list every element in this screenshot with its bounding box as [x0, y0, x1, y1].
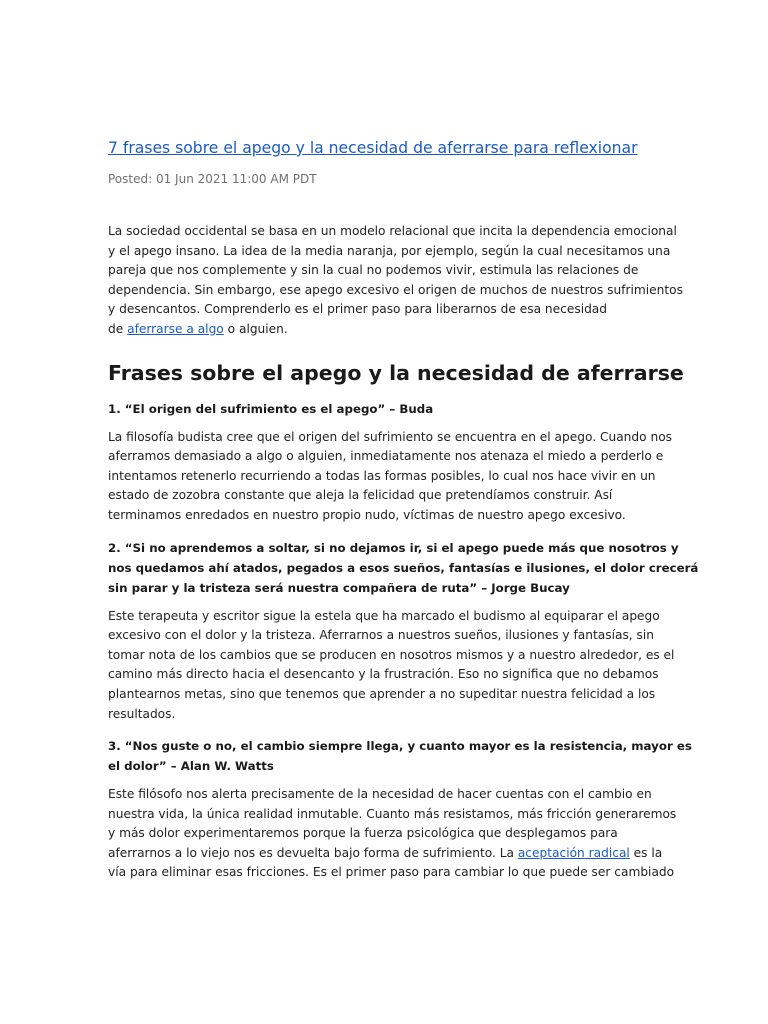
quote-heading-line: el dolor” – Alan W. Watts [108, 759, 274, 774]
intro-text-after-link: o alguien. [223, 321, 288, 336]
quote-heading-line: 1. “El origen del sufrimiento es el apego” – Buda [108, 401, 434, 416]
intro-paragraph [108, 222, 683, 340]
body-line: estado de zozobra constante que aleja la felicidad que pretendíamos construir. Así [108, 488, 613, 503]
quote-heading-line: sin parar y la tristeza será nuestra compañera de ruta” – Jorge Bucay [108, 580, 570, 595]
body-line: camino más directo hacia el desencanto y la frustración. Eso no significa que no debamos [108, 667, 659, 682]
quote-heading-1 [108, 399, 660, 419]
posted-date: Posted: 01 Jun 2021 11:00 AM PDT [108, 172, 317, 186]
quote-body-3 [108, 785, 677, 883]
quote-body-1 [108, 428, 672, 526]
quote-heading-3 [108, 736, 692, 776]
body-line-with-link [108, 844, 663, 864]
intro-line-last [108, 320, 660, 340]
intro-line: pareja que nos complemente y sin la cual no podemos vivir, estimula las relaciones de [108, 263, 639, 278]
body-line: nuestra vida, la única realidad inmutable. Cuanto más resistamos, más fricción generaremos [108, 806, 677, 821]
body-line: excesivo con el dolor y la tristeza. Aferrarnos a nuestros sueños, ilusiones y fantasías, sin [108, 628, 654, 643]
body-line: plantearnos metas, sino que tenemos que aprender a no supeditar nuestra felicidad a los [108, 686, 656, 701]
body-line: vía para eliminar esas fricciones. Es el primer paso para cambiar lo que puede ser cambiado [108, 865, 675, 880]
body-line: aferramos demasiado a algo o alguien, inmediatamente nos atenaza el miedo a perderlo e [108, 449, 664, 464]
body-line: resultados. [108, 706, 176, 721]
body-line: Este terapeuta y escritor sigue la estela que ha marcado el budismo al equiparar el apego [108, 608, 660, 623]
intro-line: La sociedad occidental se basa en un modelo relacional que incita la dependencia emocional [108, 224, 677, 238]
article-title [108, 136, 660, 160]
intro-text-before-link: de [108, 321, 128, 336]
intro-line: y desencantos. Comprenderlo es el primer paso para liberarnos de esa necesidad [108, 302, 608, 317]
quote-heading-line: 2. “Si no aprendemos a soltar, si no dejamos ir, si el apego puede más que nosotros y [108, 540, 679, 555]
quote-heading-2 [108, 538, 699, 598]
body-line: terminamos enredados en nuestro propio nudo, víctimas de nuestro apego excesivo. [108, 507, 626, 522]
body-text-before-link: aferrarnos a lo viejo nos es devuelta bajo forma de sufrimiento. La [108, 845, 518, 860]
body-line: intentamos retenerlo recurriendo a todas las formas posibles, lo cual nos hace vivir en un [108, 468, 656, 483]
intro-line: y el apego insano. La idea de la media naranja, por ejemplo, según la cual necesitamos una [108, 243, 671, 258]
section-heading: Frases sobre el apego y la necesidad de aferrarse [108, 360, 684, 385]
body-line: tomar nota de los cambios que se producen en nosotros mismos y a nuestro alrededor, es el [108, 647, 675, 662]
article-title-link[interactable]: 7 frases sobre el apego y la necesidad de aferrarse para reflexionar [108, 139, 638, 157]
body-line: y más dolor experimentaremos porque la fuerza psicológica que desplegamos para [108, 826, 618, 841]
article [108, 136, 699, 883]
quote-body-2 [108, 607, 675, 725]
intro-line: dependencia. Sin embargo, ese apego excesivo el origen de muchos de nuestros sufrimientos [108, 282, 683, 297]
body-line: La filosofía budista cree que el origen del sufrimiento se encuentra en el apego. Cuando nos [108, 429, 672, 444]
body-text-after-link: es la [629, 845, 663, 860]
quote-heading-line: 3. “Nos guste o no, el cambio siempre llega, y cuanto mayor es la resistencia, mayor es [108, 739, 692, 754]
body-line: Este filósofo nos alerta precisamente de la necesidad de hacer cuentas con el cambio en [108, 787, 652, 802]
aceptacion-radical-link[interactable]: aceptación radical [517, 845, 630, 860]
quote-heading-line: nos quedamos ahí atados, pegados a esos sueños, fantasías e ilusiones, el dolor crecerá [108, 560, 699, 575]
aferrarse-link[interactable]: aferrarse a algo [127, 321, 224, 336]
